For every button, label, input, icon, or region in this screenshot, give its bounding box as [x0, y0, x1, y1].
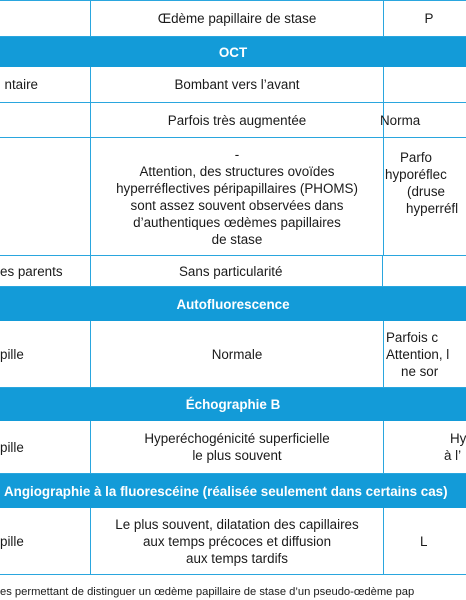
text-line: -	[234, 146, 240, 162]
cell-label: pille	[0, 421, 91, 473]
cell-pseudo	[384, 321, 466, 387]
cell-stasis: Bombant vers l’avant	[91, 67, 384, 102]
table-row	[0, 508, 466, 575]
text-line: hyperréfl	[406, 201, 459, 216]
cell-pseudo	[384, 67, 466, 102]
text-line: d’authentiques œdèmes papillaires	[133, 214, 341, 230]
text-line: Attention, des structures ovoïdes	[139, 163, 335, 179]
cell-pseudo: L	[420, 533, 428, 549]
table-row	[0, 321, 466, 388]
cell-stasis: Œdème papillaire de stase	[91, 0, 384, 36]
text-line: Le plus souvent, dilatation des capillaires	[115, 516, 359, 532]
table-row-header	[0, 0, 466, 37]
text-line: Attention, l	[386, 346, 450, 362]
cell-label	[0, 138, 91, 255]
table-row	[0, 256, 466, 287]
text-line: aux temps tardifs	[186, 550, 288, 566]
table-row	[0, 103, 466, 138]
text-line: Hy	[450, 431, 466, 446]
section-angiographie: Angiographie à la fluorescéine (réalisée seulement dans certains cas)	[0, 474, 466, 508]
cell-stasis: Normale	[91, 321, 384, 387]
text-line: ne sor	[401, 363, 439, 379]
cell-pseudo: Norma	[380, 112, 421, 128]
section-autofluorescence: Autofluorescence	[0, 287, 466, 321]
table-row	[0, 67, 466, 103]
section-oct: OCT	[0, 37, 466, 67]
text-line: sont assez souvent observées dans	[130, 197, 344, 213]
text-line: le plus souvent	[192, 448, 282, 463]
cell-stasis: Sans particularité	[91, 256, 383, 286]
text-line: à l’	[444, 448, 462, 463]
cell-pseudo	[384, 421, 466, 473]
table-caption: es permettant de distinguer un œdème papillaire de stase d’un pseudo-œdème pap	[0, 586, 415, 598]
text-line: Parfois c	[386, 329, 439, 345]
table-row	[0, 421, 466, 474]
cell-stasis	[91, 508, 384, 574]
text-line: Hyperéchogénicité superficielle	[144, 431, 330, 446]
cell-label: pille	[0, 321, 91, 387]
cell-stasis: Parfois très augmentée	[91, 103, 384, 137]
cell-label	[0, 0, 91, 36]
cell-label: es parents	[0, 256, 91, 286]
cell-pseudo	[384, 256, 466, 286]
section-echographie: Échographie B	[0, 388, 466, 421]
cell-label: pille	[0, 508, 91, 574]
cell-label: ntaire	[0, 67, 91, 102]
cell-pseudo: P	[424, 10, 434, 26]
text-line: aux temps précoces et diffusion	[142, 533, 332, 549]
cell-stasis	[91, 421, 384, 473]
cell-stasis	[91, 138, 384, 255]
text-line: Parfo	[400, 150, 433, 165]
text-line: (druse	[407, 184, 445, 199]
text-line: hyperréflectives péripapillaires (PHOMS)	[116, 180, 358, 196]
text-line: de stase	[211, 231, 263, 247]
text-line: hyporéflec	[385, 167, 447, 182]
table-row	[0, 138, 466, 256]
cell-pseudo	[384, 138, 466, 255]
cell-label	[0, 103, 91, 137]
